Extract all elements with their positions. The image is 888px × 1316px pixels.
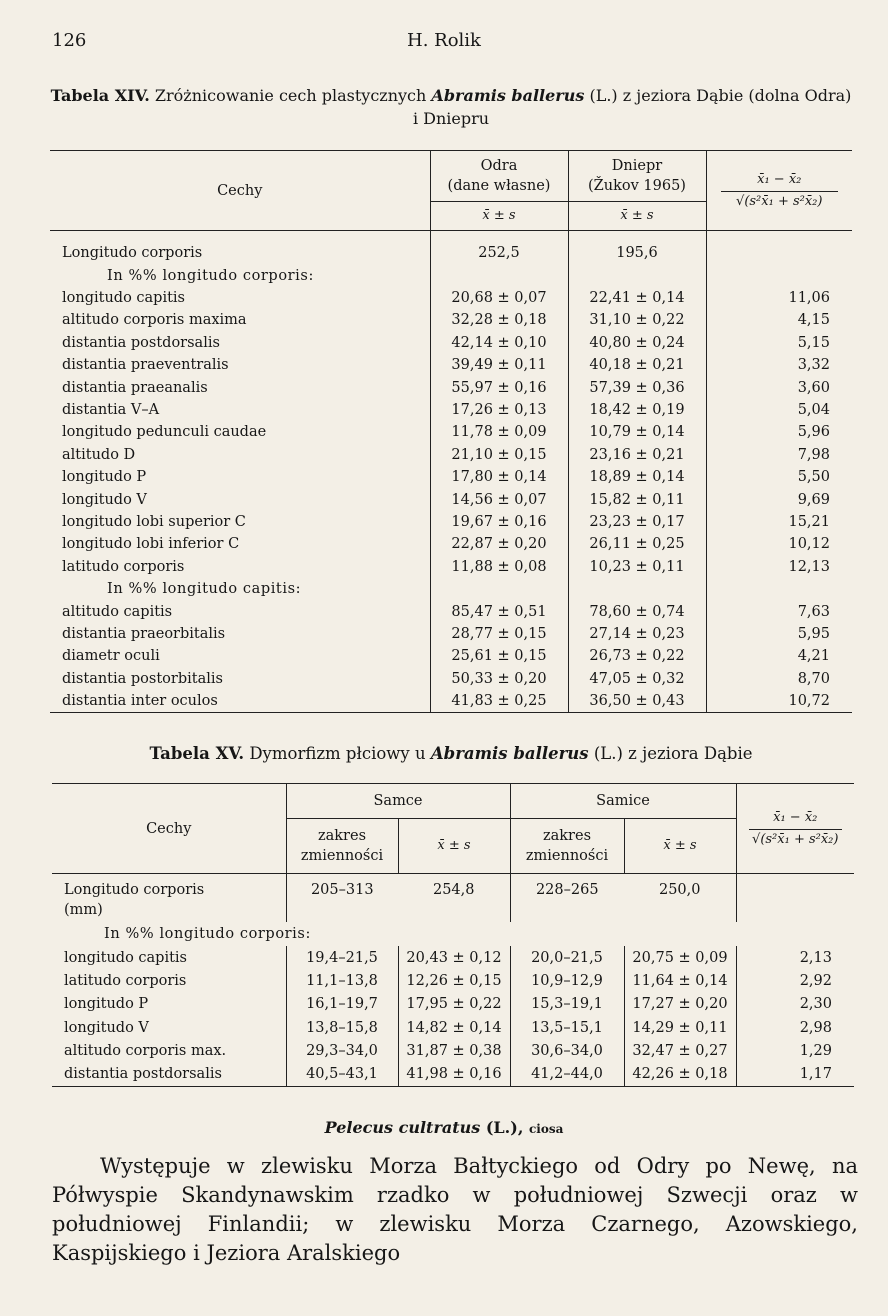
table14-row	[50, 668, 852, 690]
table14-t-value: 5,15	[706, 332, 852, 354]
table14-row-label: longitudo pedunculi caudae	[62, 424, 267, 441]
table14-row-label: distantia praeventralis	[62, 357, 229, 374]
table14-odra-value: 11,78 ± 0,09	[430, 421, 568, 443]
table14-dniepr-value: 40,18 ± 0,21	[568, 354, 706, 376]
table14-header-odra-2: (dane własne)	[447, 178, 551, 194]
table14-t-value: 5,96	[706, 421, 852, 443]
table15-header-samce-range	[286, 819, 398, 874]
table15-female-range: 30,6–34,0	[510, 1040, 624, 1063]
table14-row	[50, 556, 852, 578]
table15-longitudo-f-range: 228–265	[510, 874, 624, 899]
table15-longitudo-f-mean: 250,0	[658, 882, 701, 898]
page-number: 126	[52, 30, 87, 51]
table14-subheader: In %% longitudo capitis:	[107, 581, 302, 598]
table14-row-label: distantia praeanalis	[62, 379, 208, 396]
table14-dniepr-value: 47,05 ± 0,32	[568, 668, 706, 690]
table14-row-label: distantia postdorsalis	[62, 334, 220, 351]
section-heading	[0, 1118, 888, 1137]
table14-row-label: distantia postorbitalis	[62, 670, 223, 687]
table14-odra-value: 17,26 ± 0,13	[430, 399, 568, 421]
table15-row-label: longitudo P	[64, 996, 149, 1013]
table15-male-mean: 17,95 ± 0,22	[398, 993, 510, 1016]
table14-odra-value: 17,80 ± 0,14	[430, 466, 568, 488]
table14-row-label: longitudo P	[62, 469, 147, 486]
table14-odra-value: 28,77 ± 0,15	[430, 623, 568, 645]
table14-row-label: altitudo capitis	[62, 603, 173, 620]
table14-header-cechy: Cechy	[217, 182, 263, 199]
table15-subheader: In %% longitudo corporis:	[104, 926, 311, 942]
table14-t-value: 12,13	[706, 556, 852, 578]
table15-t-value: 2,92	[736, 969, 854, 992]
table14-header-odra-mean: x̄ ± s	[430, 202, 568, 231]
table14-odra-value: 252,5	[430, 231, 568, 265]
table14-row	[50, 511, 852, 533]
table14-row	[50, 690, 852, 712]
table15-header-formula	[736, 784, 854, 874]
table14-dniepr-value: 26,11 ± 0,25	[568, 533, 706, 555]
table15-female-range: 10,9–12,9	[510, 969, 624, 992]
table15-caption-label: Tabela XV.	[149, 744, 245, 763]
table14-row	[50, 376, 852, 398]
table14-row-label: longitudo capitis	[62, 290, 186, 307]
table15-header-zakres-1: zakres	[317, 828, 367, 844]
table14-t-value: 3,60	[706, 376, 852, 398]
table14-row-label: diametr oculi	[62, 648, 160, 665]
table15-male-mean: 20,43 ± 0,12	[398, 946, 510, 969]
table15-male-range: 16,1–19,7	[286, 993, 398, 1016]
table14-row-label: Longitudo corporis	[62, 244, 203, 261]
table14-row-label: distantia V–A	[62, 402, 160, 419]
table14-row	[50, 421, 852, 443]
table14-row	[50, 309, 852, 331]
table15-female-mean: 32,47 ± 0,27	[624, 1040, 736, 1063]
table15-female-mean: 11,64 ± 0,14	[624, 969, 736, 992]
table15-row-label: altitudo corporis max.	[64, 1043, 227, 1060]
table14-dniepr-value: 23,23 ± 0,17	[568, 511, 706, 533]
table14-row-label: longitudo V	[62, 491, 147, 508]
table14-row-label: distantia praeorbitalis	[62, 625, 226, 642]
table15-male-mean: 14,82 ± 0,14	[398, 1016, 510, 1039]
table14-dniepr-value: 22,41 ± 0,14	[568, 287, 706, 309]
table15-female-mean: 17,27 ± 0,20	[624, 993, 736, 1016]
table14-t-value: 5,50	[706, 466, 852, 488]
table15-formula-num: x̄₁ − x̄₂	[749, 808, 843, 830]
table14-t-value: 11,06	[706, 287, 852, 309]
table14-dniepr-value: 10,23 ± 0,11	[568, 556, 706, 578]
table15-t-value: 2,13	[736, 946, 854, 969]
table14-dniepr-value: 31,10 ± 0,22	[568, 309, 706, 331]
table15-longitudo-label	[52, 874, 286, 899]
table15-t-value: 1,29	[736, 1040, 854, 1063]
table14-row	[50, 354, 852, 376]
table15-row	[52, 946, 854, 969]
table14-dniepr-value: 57,39 ± 0,36	[568, 376, 706, 398]
table14-caption-species: Abramis ballerus	[431, 86, 585, 105]
table14-t-value: 10,12	[706, 533, 852, 555]
table15-male-range: 40,5–43,1	[286, 1063, 398, 1086]
table15-male-range: 19,4–21,5	[286, 946, 398, 969]
table15-female-range: 20,0–21,5	[510, 946, 624, 969]
table15-caption	[50, 742, 852, 765]
table14-dniepr-value: 23,16 ± 0,21	[568, 444, 706, 466]
table14-t-value: 5,95	[706, 623, 852, 645]
table15-row	[52, 969, 854, 992]
table14-dniepr-value: 27,14 ± 0,23	[568, 623, 706, 645]
table15-header-samice: Samice	[510, 784, 736, 819]
table15-header-cechy: Cechy	[146, 820, 192, 837]
table14-dniepr-value: 10,79 ± 0,14	[568, 421, 706, 443]
table15-t-value: 2,98	[736, 1016, 854, 1039]
table15-male-mean: 12,26 ± 0,15	[398, 969, 510, 992]
table14-row	[50, 287, 852, 309]
table15-t-value: 1,17	[736, 1063, 854, 1086]
table14-t-value: 4,21	[706, 645, 852, 667]
table14-row	[50, 444, 852, 466]
table14-dniepr-value: 26,73 ± 0,22	[568, 645, 706, 667]
table14-odra-value: 22,87 ± 0,20	[430, 533, 568, 555]
table14-header-formula	[706, 151, 852, 231]
table14-row-label: longitudo lobi inferior C	[62, 536, 240, 553]
table14-t-value	[706, 231, 852, 265]
table15-caption-species: Abramis ballerus	[430, 744, 589, 763]
table14-body	[50, 231, 852, 713]
table14-row	[50, 623, 852, 645]
section-author: (L.),	[485, 1118, 524, 1137]
table15-row	[52, 1016, 854, 1039]
table15-female-mean: 42,26 ± 0,18	[624, 1063, 736, 1086]
table15-male-range: 13,8–15,8	[286, 1016, 398, 1039]
table14-t-value: 3,32	[706, 354, 852, 376]
table14-odra-value: 21,10 ± 0,15	[430, 444, 568, 466]
table14-header-dniepr-mean: x̄ ± s	[568, 202, 706, 231]
table15-female-mean: 20,75 ± 0,09	[624, 946, 736, 969]
table14-caption-label: Tabela XIV.	[50, 86, 150, 105]
table14-t-value: 4,15	[706, 309, 852, 331]
table14-row-label: latitudo corporis	[62, 558, 185, 575]
table14-odra-value: 14,56 ± 0,07	[430, 488, 568, 510]
table14-caption-pre: Zróżnicowanie cech plastycznych	[154, 86, 427, 105]
table15-t-value: 2,30	[736, 993, 854, 1016]
table15-body	[52, 874, 854, 947]
table14-t-value: 7,98	[706, 444, 852, 466]
table14-header-odra-1: Odra	[480, 158, 518, 174]
table15-male-mean: 41,98 ± 0,16	[398, 1063, 510, 1086]
table15-header-zakres-1b: zakres	[542, 828, 592, 844]
table14-dniepr-value: 195,6	[568, 231, 706, 265]
table15-rows	[52, 946, 854, 1086]
table14-row	[50, 399, 852, 421]
table14-odra-value: 50,33 ± 0,20	[430, 668, 568, 690]
table15-row-label: longitudo capitis	[64, 949, 188, 966]
table15-row	[52, 993, 854, 1016]
table14-dniepr-value: 40,80 ± 0,24	[568, 332, 706, 354]
table14	[50, 150, 850, 713]
table15-male-mean: 31,87 ± 0,38	[398, 1040, 510, 1063]
table15-female-range: 13,5–15,1	[510, 1016, 624, 1039]
table14-odra-value: 55,97 ± 0,16	[430, 376, 568, 398]
table14-row	[50, 600, 852, 622]
table14-row	[50, 488, 852, 510]
table15-header-samce: Samce	[286, 784, 510, 819]
table14-row-label: altitudo D	[62, 446, 136, 463]
table15-header-samce-mean: x̄ ± s	[398, 819, 510, 874]
table15-header-zakres-2b: zmienności	[525, 848, 609, 864]
table14-header-dniepr-1: Dniepr	[611, 158, 663, 174]
table14-dniepr-value: 78,60 ± 0,74	[568, 600, 706, 622]
table15-longitudo-label-1: Longitudo corporis	[64, 882, 205, 898]
table14-subheader: In %% longitudo corporis:	[107, 267, 314, 284]
table14-row	[50, 466, 852, 488]
section-paragraph: Występuje w zlewisku Morza Bałtyckiego od Odry po Newę, na Półwyspie Skandynawskim rzadko w południowej Szwecji oraz w południowej Finlandii; w zlewisku Morza Czarnego, Azowskiego, Kaspijskiego i Jeziora Aralskiego	[52, 1154, 858, 1265]
table15	[52, 783, 852, 1087]
table14-odra-value: 11,88 ± 0,08	[430, 556, 568, 578]
table14-t-value: 9,69	[706, 488, 852, 510]
table14-odra-value: 32,28 ± 0,18	[430, 309, 568, 331]
table14-formula-den: √(s²x̄₁ + s²x̄₂)	[736, 193, 823, 209]
table14-caption	[50, 84, 852, 130]
table14-row	[50, 533, 852, 555]
table15-caption-pre: Dymorfizm płciowy u	[249, 744, 426, 763]
table14-dniepr-value: 18,42 ± 0,19	[568, 399, 706, 421]
table14-dniepr-value: 36,50 ± 0,43	[568, 690, 706, 712]
table14-t-value: 7,63	[706, 600, 852, 622]
table15-row	[52, 1040, 854, 1063]
table15-row	[52, 1063, 854, 1086]
table14-row-label: distantia inter oculos	[62, 692, 218, 709]
table15-female-mean: 14,29 ± 0,11	[624, 1016, 736, 1039]
table14-t-value: 15,21	[706, 511, 852, 533]
table15-row-label: longitudo V	[64, 1019, 149, 1036]
table15-row-label: latitudo corporis	[64, 973, 187, 990]
table15-female-range: 41,2–44,0	[510, 1063, 624, 1086]
table14-t-value: 8,70	[706, 668, 852, 690]
table14-odra-value: 25,61 ± 0,15	[430, 645, 568, 667]
table14-row-label: altitudo corporis maxima	[62, 312, 247, 329]
table14-odra-value: 19,67 ± 0,16	[430, 511, 568, 533]
table15-header-samice-range	[510, 819, 624, 874]
table14-row	[50, 231, 852, 265]
table14-odra-value: 85,47 ± 0,51	[430, 600, 568, 622]
table14-caption-post: (L.) z jeziora Dąbie (dolna Odra) i Dniepru	[412, 86, 852, 128]
table14-row-label: longitudo lobi superior C	[62, 513, 246, 530]
table14-odra-value: 42,14 ± 0,10	[430, 332, 568, 354]
table14-dniepr-value: 15,82 ± 0,11	[568, 488, 706, 510]
table14-t-value: 5,04	[706, 399, 852, 421]
table15-header-samice-mean: x̄ ± s	[624, 819, 736, 874]
table15-female-range: 15,3–19,1	[510, 993, 624, 1016]
table15-male-range: 29,3–34,0	[286, 1040, 398, 1063]
table15-header-zakres-2: zmienności	[300, 848, 384, 864]
table15-longitudo-m-range: 205–313	[286, 874, 398, 899]
table15-caption-post: (L.) z jeziora Dąbie	[593, 744, 753, 763]
table15-row-label: distantia postdorsalis	[64, 1066, 222, 1083]
table14-odra-value: 39,49 ± 0,11	[430, 354, 568, 376]
table14-odra-value: 41,83 ± 0,25	[430, 690, 568, 712]
section-species: Pelecus cultratus	[324, 1118, 481, 1137]
table14-header-odra	[430, 151, 568, 202]
table15-longitudo-label-2: (mm)	[64, 902, 103, 918]
section-common: ciosa	[528, 1122, 564, 1136]
table15-longitudo-m-mean: 254,8	[432, 882, 475, 898]
table14-dniepr-value: 18,89 ± 0,14	[568, 466, 706, 488]
table14-row	[50, 645, 852, 667]
table14-odra-value: 20,68 ± 0,07	[430, 287, 568, 309]
table15-formula-den: √(s²x̄₁ + s²x̄₂)	[752, 831, 839, 847]
table14-row	[50, 265, 852, 287]
table14-header-dniepr	[568, 151, 706, 202]
table15-male-range: 11,1–13,8	[286, 969, 398, 992]
table14-row	[50, 332, 852, 354]
table14-t-value: 10,72	[706, 690, 852, 712]
table14-row	[50, 578, 852, 600]
running-author: H. Rolik	[407, 30, 481, 51]
table14-header-dniepr-2: (Žukov 1965)	[588, 178, 686, 194]
table14-formula-num: x̄₁ − x̄₂	[721, 170, 839, 192]
